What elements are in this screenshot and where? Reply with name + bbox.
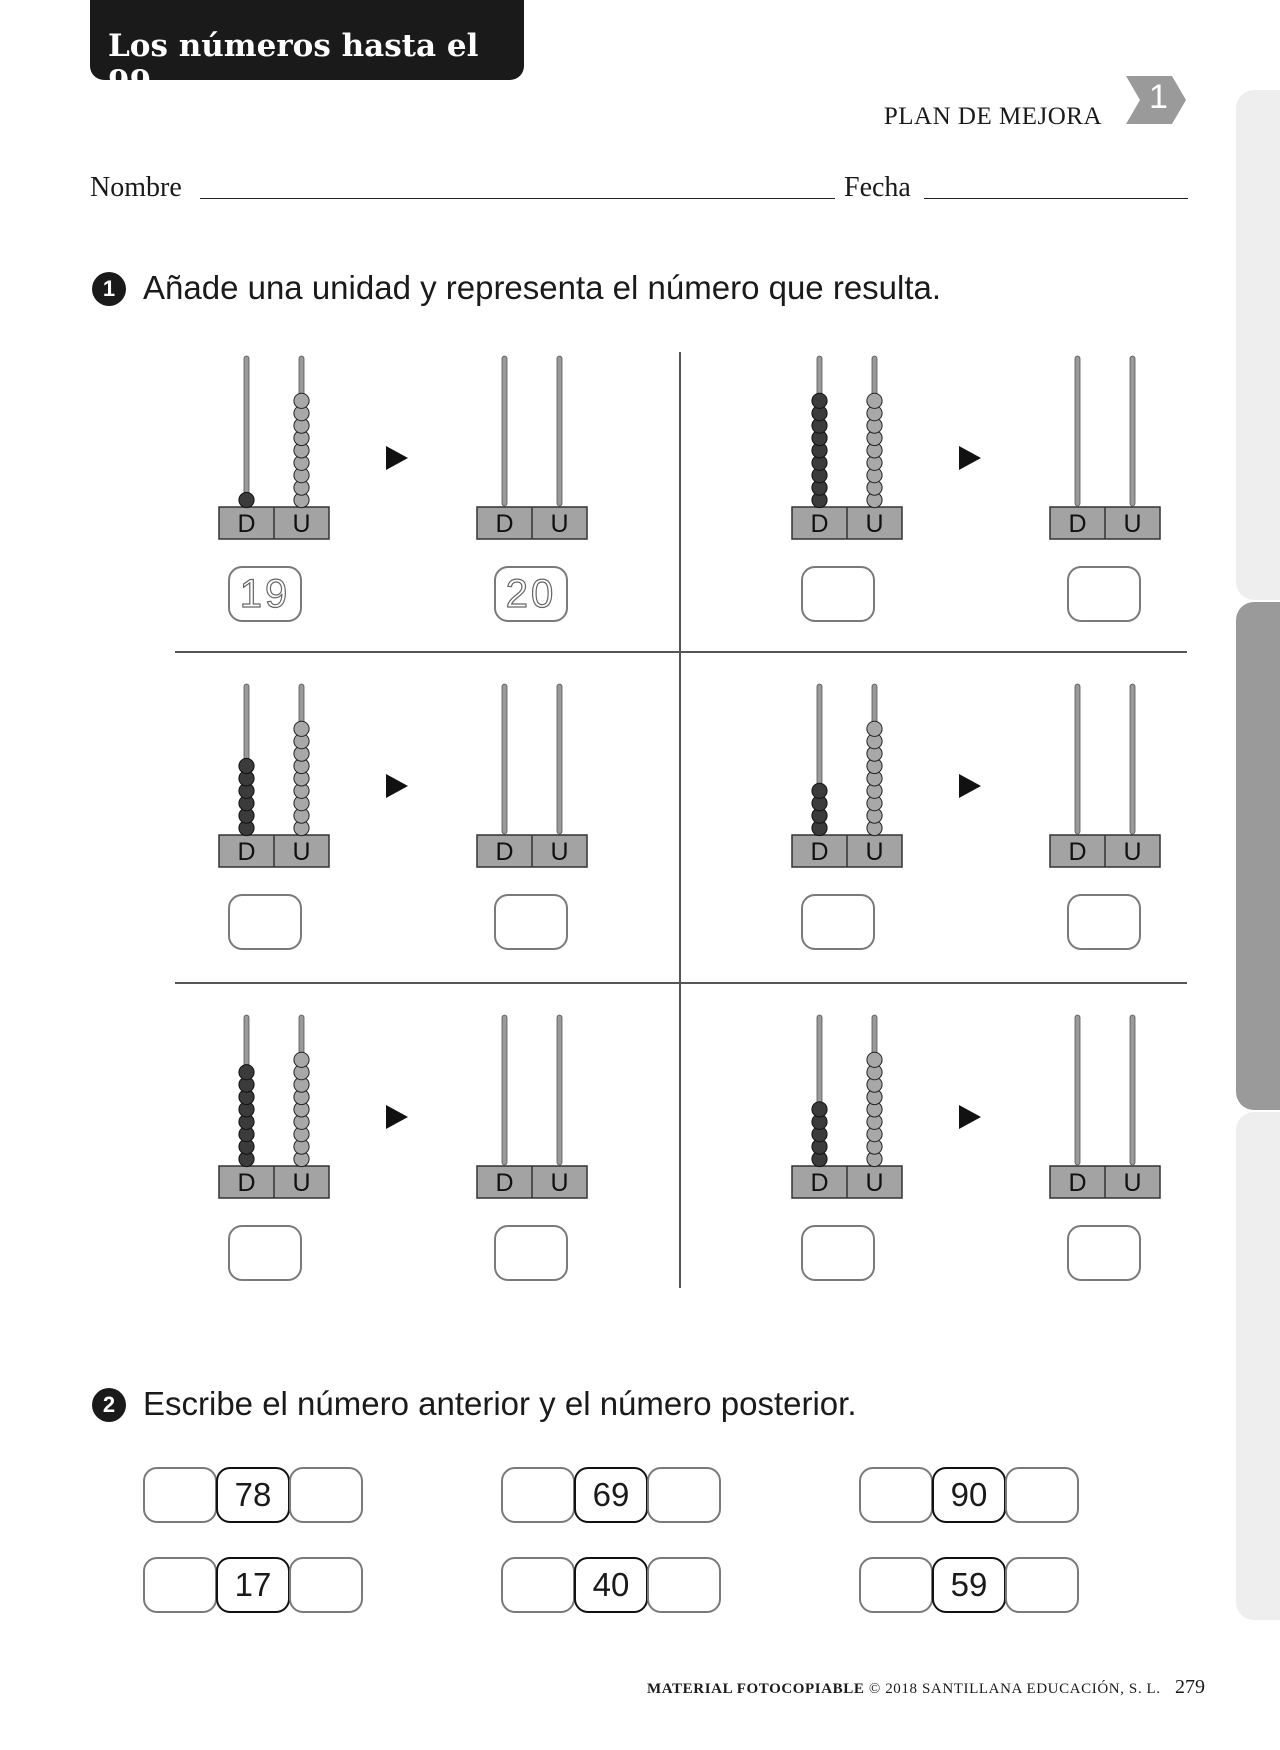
given-number: 69: [574, 1467, 648, 1523]
given-number: 78: [216, 1467, 290, 1523]
abacus-result-3: [476, 678, 588, 868]
result-answer-box[interactable]: [494, 566, 568, 622]
abacus-given-6: [791, 1009, 903, 1199]
footer-copyright: © 2018 SANTILLANA EDUCACIÓN, S. L.: [868, 1681, 1161, 1697]
name-field[interactable]: [200, 198, 835, 199]
units-bead: [294, 721, 309, 736]
tens-column-label: D: [1068, 1169, 1087, 1197]
tens-bead: [812, 783, 827, 798]
arrow-right-icon: [959, 446, 981, 470]
units-bead: [867, 393, 882, 408]
tens-column-label: D: [810, 1169, 829, 1197]
given-answer-box[interactable]: [228, 894, 302, 950]
abacus-result-6: [1049, 1009, 1161, 1199]
plan-number: 1: [1149, 78, 1168, 116]
abacus-rod-units: [557, 356, 562, 506]
units-bead: [294, 393, 309, 408]
units-column-label: U: [1123, 1169, 1142, 1197]
name-label: Nombre: [90, 172, 182, 203]
arrow-right-icon: [959, 774, 981, 798]
tens-bead: [239, 492, 254, 507]
previous-number-box[interactable]: [143, 1467, 217, 1523]
arrow-right-icon: [386, 774, 408, 798]
abacus-result-5: [476, 1009, 588, 1199]
date-field[interactable]: [924, 198, 1188, 199]
side-tab-top: [1236, 90, 1280, 600]
tens-bead: [239, 1065, 254, 1080]
result-answer-box[interactable]: [1067, 566, 1141, 622]
exercise-2-number: 2: [92, 1388, 126, 1422]
traced-number: 20: [505, 572, 557, 616]
tens-column-label: D: [495, 510, 514, 538]
abacus-given-3: [218, 678, 330, 868]
traced-number: 19: [239, 572, 291, 616]
units-column-label: U: [865, 838, 884, 866]
units-column-label: U: [292, 1169, 311, 1197]
abacus-given-1: [218, 350, 330, 540]
given-answer-box[interactable]: [228, 1225, 302, 1281]
abacus-result-4: [1049, 678, 1161, 868]
arrow-right-icon: [386, 446, 408, 470]
given-answer-box[interactable]: [801, 1225, 875, 1281]
tens-column-label: D: [810, 510, 829, 538]
previous-number-box[interactable]: [501, 1467, 575, 1523]
next-number-box[interactable]: [289, 1467, 363, 1523]
units-column-label: U: [865, 510, 884, 538]
units-column-label: U: [865, 1169, 884, 1197]
units-column-label: U: [1123, 838, 1142, 866]
side-tab-bottom: [1236, 1112, 1280, 1620]
abacus-rod-units: [1130, 356, 1135, 506]
next-number-box[interactable]: [289, 1557, 363, 1613]
section-header: [90, 0, 524, 100]
given-number: 17: [216, 1557, 290, 1613]
abacus-rod-tens: [244, 356, 249, 506]
tens-column-label: D: [1068, 510, 1087, 538]
arrow-right-icon: [959, 1105, 981, 1129]
footer: [647, 1676, 1205, 1699]
tens-column-label: D: [237, 1169, 256, 1197]
tens-bead: [812, 1102, 827, 1117]
abacus-rod-units: [557, 684, 562, 834]
next-number-box[interactable]: [1005, 1557, 1079, 1613]
abacus-given-5: [218, 1009, 330, 1199]
tens-column-label: D: [810, 838, 829, 866]
given-number: 40: [574, 1557, 648, 1613]
previous-number-box[interactable]: [859, 1557, 933, 1613]
given-number: 59: [932, 1557, 1006, 1613]
plan-label: PLAN DE MEJORA: [883, 103, 1102, 130]
units-column-label: U: [292, 838, 311, 866]
abacus-rod-tens: [1075, 684, 1080, 834]
abacus-result-2: [1049, 350, 1161, 540]
page-number: 279: [1175, 1676, 1205, 1698]
grid-divider-horizontal-1: [175, 651, 1187, 653]
side-tab-active: [1236, 602, 1280, 1110]
exercise-2-instruction: Escribe el número anterior y el número posterior.: [143, 1385, 857, 1422]
tens-column-label: D: [1068, 838, 1087, 866]
grid-divider-vertical: [679, 352, 681, 1288]
given-number: 90: [932, 1467, 1006, 1523]
abacus-rod-tens: [502, 1015, 507, 1165]
tens-column-label: D: [495, 1169, 514, 1197]
units-bead: [867, 1052, 882, 1067]
exercise-1-number: 1: [92, 272, 126, 306]
abacus-rod-units: [1130, 684, 1135, 834]
next-number-box[interactable]: [647, 1557, 721, 1613]
units-column-label: U: [1123, 510, 1142, 538]
previous-number-box[interactable]: [501, 1557, 575, 1613]
abacus-rod-tens: [502, 684, 507, 834]
abacus-given-4: [791, 678, 903, 868]
abacus-result-1: [476, 350, 588, 540]
exercise-1-instruction: Añade una unidad y representa el número que resulta.: [143, 269, 942, 306]
result-answer-box[interactable]: [1067, 1225, 1141, 1281]
section-title: Los números hasta el 99: [108, 28, 479, 100]
abacus-rod-tens: [1075, 356, 1080, 506]
units-bead: [867, 721, 882, 736]
tens-column-label: D: [237, 510, 256, 538]
units-bead: [294, 1052, 309, 1067]
abacus-rod-tens: [1075, 1015, 1080, 1165]
tens-column-label: D: [495, 838, 514, 866]
next-number-box[interactable]: [1005, 1467, 1079, 1523]
given-answer-box[interactable]: [801, 566, 875, 622]
abacus-rod-tens: [502, 356, 507, 506]
units-column-label: U: [550, 510, 569, 538]
footer-label: MATERIAL FOTOCOPIABLE: [646, 1681, 865, 1697]
tens-column-label: D: [237, 838, 256, 866]
units-column-label: U: [550, 1169, 569, 1197]
result-answer-box[interactable]: [1067, 894, 1141, 950]
grid-divider-horizontal-2: [175, 982, 1187, 984]
arrow-right-icon: [386, 1105, 408, 1129]
abacus-given-2: [791, 350, 903, 540]
result-answer-box[interactable]: [494, 894, 568, 950]
given-answer-box[interactable]: [228, 566, 302, 622]
units-column-label: U: [550, 838, 569, 866]
previous-number-box[interactable]: [859, 1467, 933, 1523]
given-answer-box[interactable]: [801, 894, 875, 950]
date-label: Fecha: [844, 172, 911, 203]
units-column-label: U: [292, 510, 311, 538]
abacus-rod-units: [1130, 1015, 1135, 1165]
tens-bead: [812, 393, 827, 408]
tens-bead: [239, 758, 254, 773]
result-answer-box[interactable]: [494, 1225, 568, 1281]
abacus-rod-units: [557, 1015, 562, 1165]
previous-number-box[interactable]: [143, 1557, 217, 1613]
next-number-box[interactable]: [647, 1467, 721, 1523]
